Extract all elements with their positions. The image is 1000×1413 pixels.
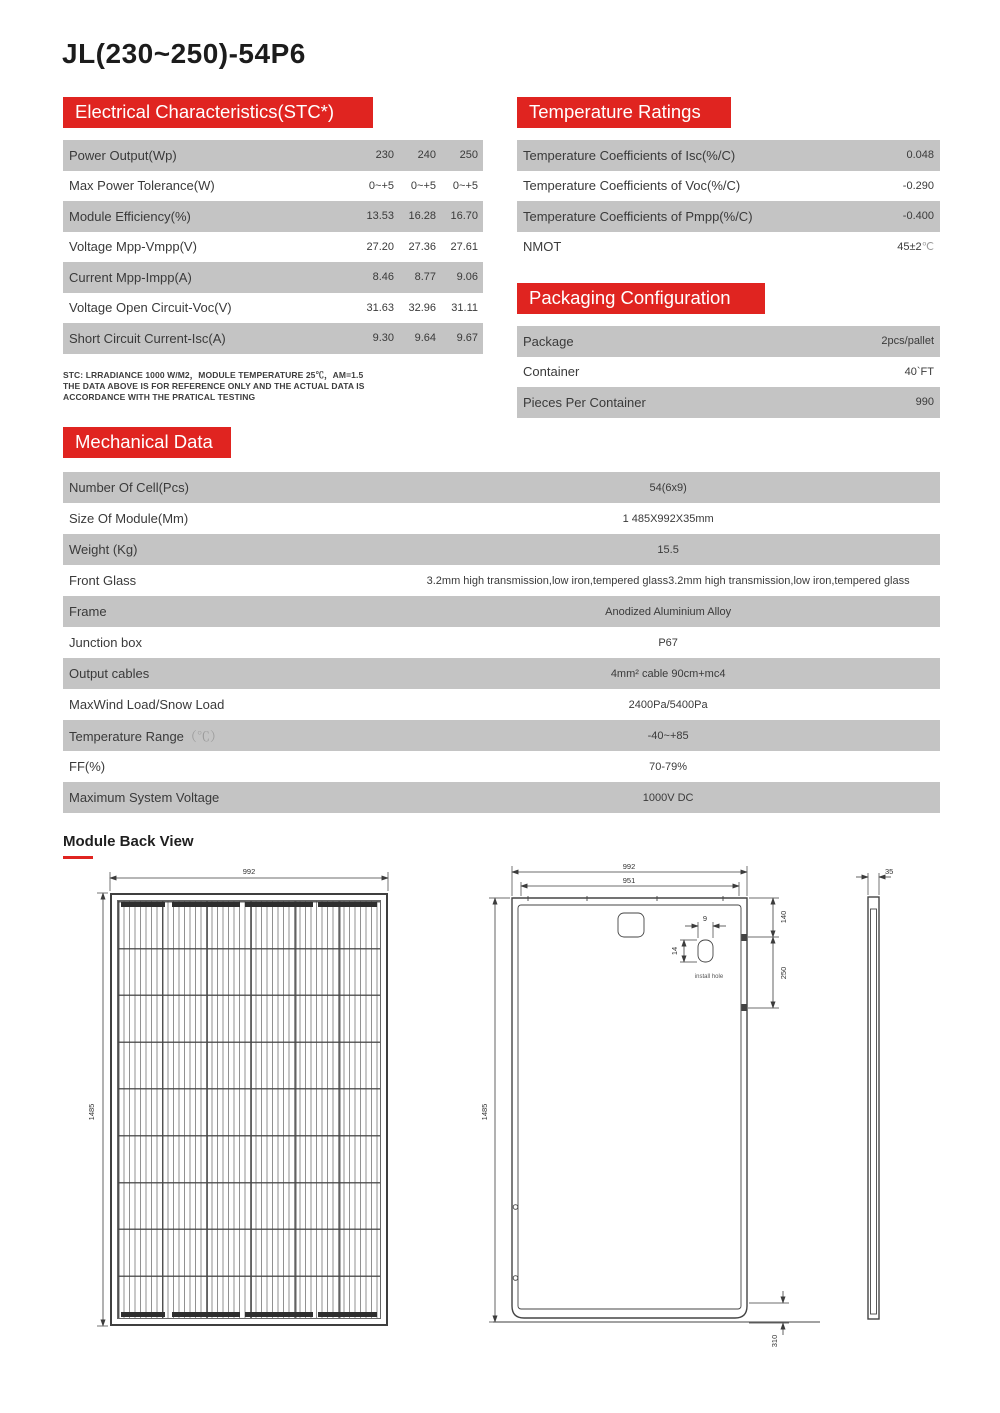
section-header-mechanical: Mechanical Data (63, 427, 231, 458)
table-row (63, 627, 940, 658)
row-value: Anodized Aluminium Alloy (605, 605, 732, 618)
table-row: Module Efficiency(%) 13.53 16.28 16.70 (63, 201, 483, 232)
row-label: FF(%) (69, 759, 106, 774)
row-label: Container (523, 364, 580, 380)
install-hole (698, 940, 713, 962)
table-row: Max Power Tolerance(W) 0~+5 0~+5 0~+5 (63, 171, 483, 202)
ground-hole (513, 1205, 518, 1210)
row-label: Max Power Tolerance(W) (69, 178, 215, 194)
row-label: Voltage Mpp-Vmpp(V) (69, 239, 197, 255)
celsius-unit: （℃） (183, 729, 223, 744)
row-value: 2400Pa/5400Pa (628, 698, 708, 711)
row-value: 40`FT (904, 365, 934, 378)
frame-outline-drawing (493, 896, 820, 1322)
table-row (63, 140, 483, 171)
stc-note-line3: ACCORDANCE WITH THE PRATICAL TESTING (63, 392, 256, 402)
stc-note-line2: THE DATA ABOVE IS FOR REFERENCE ONLY AND THE ACTUAL DATA IS (63, 381, 365, 391)
section-header-electrical: Electrical Characteristics(STC*) (63, 97, 373, 128)
row-label: Maximum System Voltage (69, 790, 220, 805)
packaging-table (517, 326, 940, 418)
dim-label-hole-span: 951 (622, 876, 636, 885)
table-row (517, 357, 940, 388)
table-row (63, 782, 940, 813)
row-value: 70-79% (649, 760, 688, 773)
table-row: Current Mpp-Impp(A) 8.46 8.77 9.06 (63, 262, 483, 293)
row-label: MaxWind Load/Snow Load (69, 697, 225, 712)
stc-note (63, 370, 433, 403)
table-row (63, 751, 940, 782)
table-row (517, 201, 940, 232)
table-row (517, 326, 940, 357)
stc-note-line1: STC: LRRADIANCE 1000 W/M2，MODULE TEMPERATURE 25℃，AM=1.5 (63, 370, 364, 380)
table-row (517, 387, 940, 418)
row-label: Module Efficiency(%) (69, 208, 191, 224)
value-240: 240 (417, 149, 436, 162)
table-row (63, 596, 940, 627)
mount-hole-mark (742, 934, 747, 941)
row-label: Pieces Per Container (523, 394, 646, 410)
table-row (63, 503, 940, 534)
back-view-heading-underline (63, 856, 93, 859)
value-230: 230 (375, 149, 394, 162)
ground-hole (513, 1276, 518, 1281)
row-value: -0.290 (902, 179, 934, 192)
row-value: 15.5 (657, 543, 679, 556)
row-value: 54(6x9) (649, 481, 687, 494)
dim-label-edge-top: 140 (779, 910, 788, 924)
temperature-table (517, 140, 940, 262)
table-row (517, 232, 940, 263)
table-row (63, 534, 940, 565)
row-label: Front Glass (69, 573, 137, 588)
row-label: Power Output(Wp) (69, 147, 177, 163)
dim-label-edge-mid: 250 (779, 966, 788, 980)
page-title: JL(230~250)-54P6 (62, 38, 306, 69)
dim-label-edge-bottom: 310 (770, 1334, 779, 1348)
row-value: 0.048 (906, 149, 934, 162)
table-row (63, 658, 940, 689)
row-value: 45±2℃ (897, 241, 934, 254)
row-label: Number Of Cell(Pcs) (69, 480, 189, 495)
dim-label-outline-height: 1485 (480, 1103, 489, 1121)
side-profile-drawing (856, 867, 893, 1319)
panel-dimensions (87, 867, 388, 1326)
mechanical-table (63, 472, 940, 813)
dim-label-panel-width: 992 (242, 867, 256, 876)
electrical-table (63, 140, 483, 354)
row-value: 1 485X992X35mm (622, 512, 714, 525)
junction-box (618, 913, 644, 937)
value-250: 250 (459, 149, 478, 162)
celsius-unit: ℃ (921, 241, 934, 254)
dim-label-hole-height: 14 (670, 946, 679, 956)
table-row (517, 171, 940, 202)
row-label: Temperature Range（℃） (69, 729, 223, 744)
table-row (517, 140, 940, 171)
dim-label-thickness: 35 (885, 867, 894, 876)
table-row (63, 689, 940, 720)
row-value: 1000V DC (642, 791, 694, 804)
row-label: Temperature Coefficients of Isc(%/C) (523, 147, 736, 163)
technical-drawing-svg (63, 860, 953, 1413)
table-row: Voltage Mpp-Vmpp(V) 27.20 27.36 27.61 (63, 232, 483, 263)
install-hole-label: install hole (694, 974, 724, 980)
row-label: Frame (69, 604, 107, 619)
row-label: Short Circuit Current-Isc(A) (69, 330, 226, 346)
row-value: 2pcs/pallet (881, 335, 934, 348)
table-row: Short Circuit Current-Isc(A) 9.30 9.64 9.67 (63, 323, 483, 354)
section-header-packaging: Packaging Configuration (517, 283, 765, 314)
row-value: 4mm² cable 90cm+mc4 (610, 667, 726, 680)
table-row (63, 565, 940, 596)
row-label: Output cables (69, 666, 150, 681)
table-row: Voltage Open Circuit-Voc(V) 31.63 32.96 31.11 (63, 293, 483, 324)
mount-hole-mark (742, 1004, 747, 1011)
row-label: Voltage Open Circuit-Voc(V) (69, 300, 232, 316)
dim-label-outline-width: 992 (622, 862, 636, 871)
row-value: P67 (658, 636, 678, 649)
row-label: Package (523, 333, 574, 349)
row-label: Temperature Coefficients of Pmpp(%/C) (523, 208, 753, 224)
row-value: -40~+85 (647, 729, 689, 742)
row-label: Junction box (69, 635, 142, 650)
row-label: Temperature Coefficients of Voc(%/C) (523, 178, 741, 194)
row-label: Current Mpp-Impp(A) (69, 269, 192, 285)
section-header-temperature: Temperature Ratings (517, 97, 731, 128)
row-value: -0.400 (902, 210, 934, 223)
row-label: NMOT (523, 239, 562, 255)
table-row (63, 472, 940, 503)
dim-label-panel-height: 1485 (87, 1103, 96, 1121)
table-row (63, 720, 940, 751)
row-value: 990 (915, 396, 934, 409)
row-value: 3.2mm high transmission,low iron,tempered glass3.2mm high transmission,low iron,tempered glass (426, 574, 910, 587)
row-label: Weight (Kg) (69, 542, 138, 557)
back-view-heading: Module Back View (63, 833, 194, 850)
dim-label-hole-width: 9 (702, 914, 708, 923)
row-label: Size Of Module(Mm) (69, 511, 189, 526)
